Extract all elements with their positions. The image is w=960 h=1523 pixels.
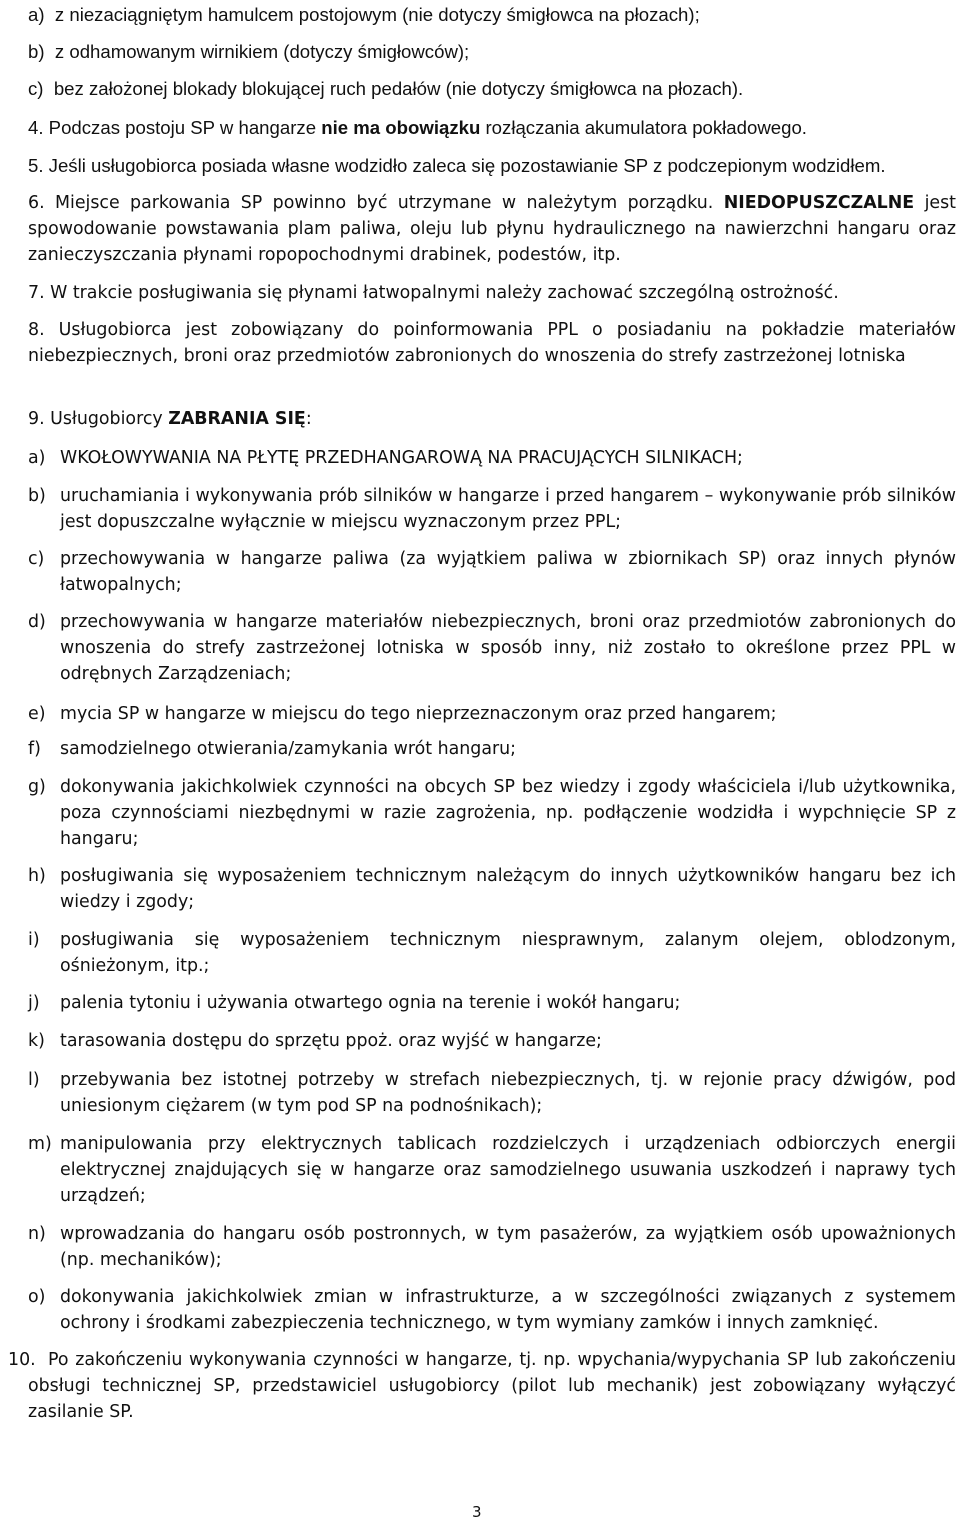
list-item-text: z niezaciągniętym hamulcem postojowym (nie dotyczy śmigłowca na płozach); [54, 4, 700, 25]
point-10-label: 10. [8, 1350, 36, 1370]
point-5: 5. Jeśli usługobiorca posiada własne wodzidło zaleca się pozostawianie SP z podczepionym wodzidłem. [28, 155, 886, 176]
list-item-label: g) [28, 777, 46, 797]
point-6-text-end: jest spowodowanie powstawania plam paliwa, oleju lub płynu hydraulicznego na nawierzchni hangaru oraz zanieczyszczania płynami ropopochodnymi drabinek, podestów, itp. [28, 193, 956, 265]
list-item-label: a) [28, 4, 45, 25]
point-6-emphasis: NIEDOPUSZCZALNE [723, 193, 915, 213]
point-7: 7. W trakcie posługiwania się płynami łatwopalnymi należy zachować szczególną ostrożność. [28, 283, 839, 303]
point-9-text-end: : [305, 409, 312, 429]
point-8: 8. Usługobiorca jest zobowiązany do poinformowania PPL o posiadaniu na pokładzie materiałów niebezpiecznych, broni oraz przedmiotów zabronionych do wnoszenia do strefy zastrzeżonej lotniska [28, 320, 956, 366]
point-6-text: 6. Miejsce parkowania SP powinno być utrzymane w należytym porządku. [28, 193, 724, 213]
list-item-text: posługiwania się wyposażeniem technicznym niesprawnym, zalanym olejem, oblodzonym, ośnieżonym, itp.; [60, 930, 956, 976]
list-item-label: h) [28, 866, 46, 886]
list-item-text: wprowadzania do hangaru osób postronnych, w tym pasażerów, za wyjątkiem osób upoważnionych (np. mechaników); [60, 1224, 956, 1270]
list-item-text: przebywania bez istotnej potrzeby w strefach niebezpiecznych, tj. w rejonie pracy dźwigów, pod uniesionym ciężarem (w tym pod SP na podnośnikach); [60, 1070, 956, 1116]
point-9 [28, 407, 312, 433]
list-item-text: z odhamowanym wirnikiem (dotyczy śmigłowców); [54, 41, 470, 62]
point-4-text: 4. Podczas postoju SP w hangarze [28, 117, 322, 138]
list-item-text: tarasowania dostępu do sprzętu ppoż. oraz wyjść w hangarze; [60, 1031, 602, 1051]
point-6 [28, 191, 956, 268]
list-item-label: d) [28, 612, 46, 632]
list-item-text: dokonywania jakichkolwiek zmian w infrastrukturze, a w szczególności związanych z systemem ochrony i środkami zabezpieczenia technicznego, w tym wymiany zamków i innych zamknięć. [60, 1287, 956, 1333]
point-10-text: Po zakończeniu wykonywania czynności w hangarze, tj. np. wpychania/wypychania SP lub zakończeniu obsługi technicznej SP, przedstawiciel usługobiorcy (pilot lub mechanik) jest zobowiązany wyłączyć zasilanie SP. [28, 1350, 956, 1422]
list-item-text: manipulowania przy elektrycznych tablicach rozdzielczych i urządzeniach odbiorczych energii elektrycznej znajdujących się w hangarze oraz samodzielnego usuwania uszkodzeń i naprawy tych urządzeń; [60, 1134, 956, 1206]
list-item [28, 76, 743, 102]
list-item-label: c) [28, 78, 44, 99]
list-item-label: m) [28, 1134, 52, 1154]
list-item-text: dokonywania jakichkolwiek czynności na obcych SP bez wiedzy i zgody właściciela i/lub użytkownika, poza czynnościami niezbędnymi w razie zagrożenia, np. podłączenie wodzidła i wypchnięcie SP z hangaru; [60, 777, 956, 849]
list-item-label: j) [28, 993, 40, 1013]
list-item-label: e) [28, 704, 46, 724]
list-item-text: przechowywania w hangarze paliwa (za wyjątkiem paliwa w zbiornikach SP) oraz innych płynów łatwopalnych; [60, 549, 956, 595]
page-number: 3 [472, 1503, 482, 1521]
list-item-label: b) [28, 486, 46, 506]
list-item-label: l) [28, 1070, 40, 1090]
list-item-text: przechowywania w hangarze materiałów niebezpiecznych, broni oraz przedmiotów zabronionych do wnoszenia do strefy zastrzeżonej lotniska w sposób inny, niż zostało to określone przez PPL w odrębnych Zarządzeniach; [60, 612, 956, 684]
list-item-label: a) [28, 448, 46, 468]
list-item-label: k) [28, 1031, 45, 1051]
list-item [28, 2, 700, 28]
point-4-emphasis: nie ma obowiązku [321, 117, 481, 138]
list-item-text: posługiwania się wyposażeniem technicznym należącym do innych użytkowników hangaru bez ich wiedzy i zgody; [60, 866, 956, 912]
point-4 [28, 115, 807, 141]
list-item-text: uruchamiania i wykonywania prób silników w hangarze i przed hangarem – wykonywanie prób silników jest dopuszczalne wyłącznie w miejscu wyznaczonym przez PPL; [60, 486, 956, 532]
list-item-label: n) [28, 1224, 46, 1244]
list-item-label: f) [28, 739, 41, 759]
list-item-label: b) [28, 41, 45, 62]
list-item-text: WKOŁOWYWANIA NA PŁYTĘ PRZEDHANGAROWĄ NA PRACUJĄCYCH SILNIKACH; [60, 448, 743, 468]
list-item-label: i) [28, 930, 40, 950]
point-9-emphasis: ZABRANIA SIĘ [168, 409, 306, 429]
list-item-text: mycia SP w hangarze w miejscu do tego nieprzeznaczonym oraz przed hangarem; [60, 704, 777, 724]
list-item-label: c) [28, 549, 45, 569]
point-9-text: 9. Usługobiorcy [28, 409, 169, 429]
point-4-text-end: rozłączania akumulatora pokładowego. [480, 117, 807, 138]
list-item-text: palenia tytoniu i używania otwartego ognia na terenie i wokół hangaru; [60, 993, 681, 1013]
list-item-text: samodzielnego otwierania/zamykania wrót hangaru; [60, 739, 517, 759]
list-item-label: o) [28, 1287, 46, 1307]
list-item-text: bez założonej blokady blokującej ruch pedałów (nie dotyczy śmigłowca na płozach). [53, 78, 744, 99]
list-item [28, 39, 469, 65]
